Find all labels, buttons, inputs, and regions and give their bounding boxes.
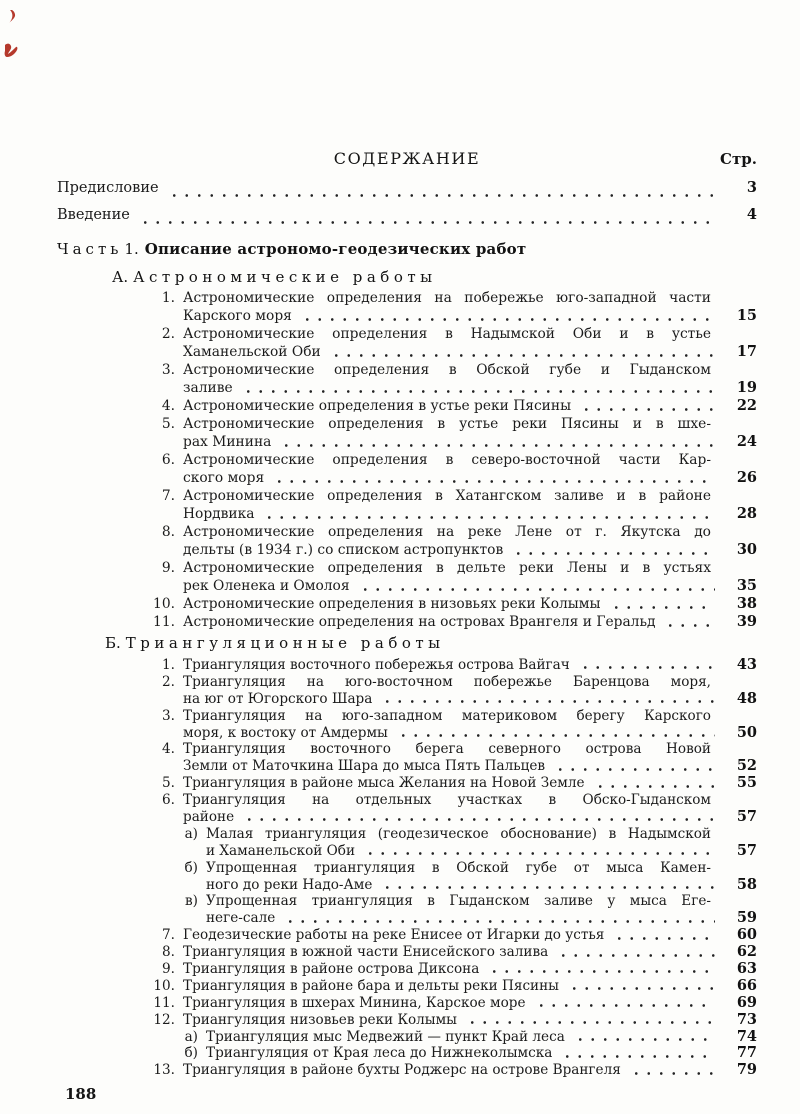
entry-number: 2.	[162, 673, 175, 690]
entry-page-number: 57	[736, 808, 757, 826]
entry-number: 5.	[162, 775, 175, 792]
entry-text: Триангуляция в районе острова Диксона	[183, 961, 480, 978]
toc-entry	[149, 613, 757, 631]
dot-leader	[509, 551, 715, 556]
entry-number: 10.	[153, 596, 175, 612]
toc-entry	[149, 691, 757, 708]
toc-entry	[149, 469, 757, 487]
entry-text: Малая триангуляция (геодезическое обоснование) в Надымской	[206, 825, 711, 842]
red-ink-mark	[3, 41, 20, 59]
entry-number: 1.	[162, 657, 175, 673]
page-title: СОДЕРЖАНИЕ	[333, 149, 481, 168]
dot-leader	[571, 1037, 715, 1042]
toc-entry	[149, 451, 757, 469]
dot-leader	[551, 767, 715, 772]
entry-text: Упрощенная триангуляция в Обской губе от мыса Камен-	[206, 859, 711, 876]
dot-leader	[165, 193, 715, 198]
toc-entry	[149, 792, 757, 809]
entry-number: 2.	[161, 326, 175, 342]
entry-text: Триангуляция от Края леса до Нижнеколымска	[206, 1045, 553, 1062]
dot-leader	[576, 665, 715, 670]
entry-number: 4.	[161, 398, 175, 414]
entry-text: Триангуляция в южной части Енисейского залива	[183, 944, 549, 961]
toc-entry	[149, 741, 757, 758]
toc-entry	[149, 289, 757, 307]
section-heading	[112, 267, 757, 288]
toc-entry	[149, 379, 757, 397]
section-title: Триангуляционные работы	[125, 634, 445, 652]
entry-text: Триангуляция в районе бара и дельты реки Пясины	[183, 977, 559, 994]
toc-entry	[149, 559, 757, 577]
toc-entry	[149, 860, 757, 877]
entry-text: Триангуляция на юго-восточном побережье Баренцова моря,	[183, 673, 711, 690]
toc-entry	[149, 523, 757, 541]
entry-number: 4.	[162, 741, 175, 758]
toc-entry	[57, 201, 757, 228]
entry-number: 13.	[153, 1062, 175, 1079]
entry-page-number: 57	[736, 841, 757, 859]
entry-page-number: 50	[736, 723, 757, 741]
entry-text: рах Минина	[183, 434, 272, 450]
entry-page-number: 17	[736, 343, 757, 360]
entry-page-number: 38	[736, 595, 757, 612]
entry-text: Триангуляция низовьев реки Колымы	[183, 1011, 457, 1028]
dot-leader	[463, 1020, 715, 1025]
dot-leader	[327, 353, 715, 358]
toc-entry	[149, 343, 757, 361]
entry-page-number: 69	[736, 993, 757, 1011]
toc-entry	[149, 595, 757, 613]
dot-leader	[607, 605, 716, 610]
entry-number: 7.	[162, 927, 175, 944]
entry-text: Астрономические определения в низовьях реки Колымы	[183, 596, 601, 612]
entry-page-number: 28	[736, 505, 757, 522]
entry-page-number: 24	[736, 433, 757, 450]
entry-text: Астрономические определения в устье реки Пясины и в шхе-	[183, 416, 711, 432]
dot-leader	[361, 851, 715, 856]
dot-leader	[277, 443, 715, 448]
toc-entry	[57, 174, 757, 201]
entry-number: 6.	[161, 452, 175, 468]
part-word: Часть	[57, 240, 123, 258]
entry-text: Триангуляция на отдельных участках в Обско-Гыданском	[183, 792, 711, 809]
entry-text: Триангуляция восточного побережья острова Вайгач	[183, 657, 570, 673]
toc-entry	[149, 487, 757, 505]
entry-text: Астрономические определения в Обской губе и Гыданском	[183, 362, 711, 378]
entry-text: заливе	[183, 380, 233, 396]
dot-leader	[298, 317, 715, 322]
dot-leader	[260, 515, 715, 520]
entry-text: Хаманельской Оби	[183, 344, 321, 360]
entry-text: Астрономические определения на реке Лене от г. Якутска до	[183, 524, 711, 540]
dot-leader	[240, 817, 715, 822]
entry-page-number: 4	[746, 206, 757, 223]
toc-entry	[149, 775, 757, 792]
dot-leader	[558, 1054, 715, 1059]
front-matter-list	[57, 174, 757, 228]
entry-number: 6.	[162, 792, 175, 809]
entry-page-number: 62	[736, 943, 757, 961]
toc-entry	[149, 843, 757, 860]
entry-page-number: 30	[736, 541, 757, 558]
entry-page-number: 63	[736, 960, 757, 978]
entry-text: районе	[183, 809, 235, 826]
toc-entry	[149, 927, 757, 944]
dot-leader	[136, 220, 715, 225]
toc-entry	[149, 541, 757, 559]
toc-entry	[149, 944, 757, 961]
entry-number: 5.	[161, 416, 175, 432]
entry-number: 9.	[162, 961, 175, 978]
part-title: Описание астрономо-геодезических работ	[144, 240, 527, 258]
entry-number: 10.	[153, 977, 175, 994]
section-letter: А.	[112, 268, 129, 286]
entry-page-number: 59	[736, 909, 757, 927]
toc-entry	[149, 505, 757, 523]
entry-page-number: 77	[736, 1044, 757, 1062]
entry-number: 11.	[153, 994, 175, 1011]
entry-page-number: 3	[746, 179, 757, 196]
entry-text: Триангуляция в районе мыса Желания на Новой Земле	[183, 775, 585, 792]
entry-text: Астрономические определения в устье реки Пясины	[183, 398, 572, 414]
entry-page-number: 48	[736, 689, 757, 707]
dot-leader	[610, 936, 715, 941]
entry-text: Земли от Маточкина Шара до мыса Пять Пальцев	[183, 758, 546, 775]
page-footer-number: 188	[65, 1085, 97, 1104]
toc-entry	[149, 877, 757, 894]
section-title: Астрономические работы	[133, 268, 437, 286]
entry-number: 9.	[161, 560, 175, 576]
section-heading	[105, 633, 757, 654]
dot-leader	[270, 479, 715, 484]
entry-page-number: 22	[736, 397, 757, 414]
dot-leader	[356, 587, 715, 592]
toc-entry	[149, 307, 757, 325]
entry-page-number: 43	[736, 656, 757, 673]
toc-entry	[149, 1045, 757, 1062]
entry-text: Триангуляция восточного берега северного острова Новой	[183, 741, 711, 758]
entry-text: Астрономические определения в Хатангском заливе и в районе	[183, 488, 711, 504]
entry-number: б)	[184, 1045, 198, 1062]
entry-text: Триангуляция в районе бухты Роджерс на острове Врангеля	[183, 1062, 621, 1079]
dot-leader	[485, 969, 715, 974]
toc-entry	[149, 725, 757, 742]
entry-number: 8.	[162, 944, 175, 961]
toc-entry	[149, 910, 757, 927]
entry-page-number: 15	[736, 307, 757, 324]
entry-text: Упрощенная триангуляция в Гыданском заливе у мыса Еге-	[206, 893, 711, 910]
entry-text: дельты (в 1934 г.) со списком астропунктов	[183, 542, 504, 558]
entry-text: и Хаманельской Оби	[206, 842, 356, 859]
entry-number: а)	[184, 1028, 198, 1045]
dot-leader	[281, 919, 715, 924]
entry-text: Астрономические определения на островах Врангеля и Геральд	[183, 614, 656, 630]
entry-number: а)	[184, 825, 198, 842]
toc-entry	[149, 325, 757, 343]
entry-page-number: 73	[736, 1010, 757, 1028]
entry-page-number: 74	[736, 1027, 757, 1045]
toc-entry	[149, 361, 757, 379]
part-heading	[57, 238, 757, 260]
entry-page-number: 35	[736, 577, 757, 594]
entry-text: ского моря	[183, 470, 265, 486]
entry-number: 11.	[153, 614, 175, 630]
entry-text: Триангуляция на юго-западном материковом берегу Карского	[183, 707, 711, 724]
red-ink-mark	[6, 9, 18, 24]
entry-number: 3.	[161, 362, 175, 378]
toc-entry	[149, 758, 757, 775]
toc-entry	[149, 657, 757, 674]
entry-text: Нордвика	[183, 506, 255, 522]
entry-text: неге-сале	[206, 910, 276, 927]
toc-entry	[149, 708, 757, 725]
entry-page-number: 19	[736, 379, 757, 396]
toc-entry	[149, 577, 757, 595]
entry-text: на юг от Югорского Шара	[183, 690, 373, 707]
toc-sections	[57, 267, 757, 1079]
entry-number: 1.	[161, 290, 175, 306]
dot-leader	[378, 699, 715, 704]
dot-leader	[239, 389, 715, 394]
entry-number: 7.	[161, 488, 175, 504]
dot-leader	[554, 953, 715, 958]
entry-text: ного до реки Надо-Аме	[206, 876, 373, 893]
entry-text: Триангуляция мыс Медвежий — пункт Край леса	[206, 1028, 565, 1045]
entry-text: Астрономические определения в дельте реки Лены и в устьях	[183, 560, 711, 576]
toc-list	[57, 289, 757, 631]
dot-leader	[591, 784, 716, 789]
part-number: 1.	[124, 240, 139, 258]
entry-text: Карского моря	[183, 308, 292, 324]
entry-number: 8.	[161, 524, 175, 540]
toc-entry	[149, 1012, 757, 1029]
entry-page-number: 39	[736, 613, 757, 630]
section-letter: Б.	[105, 634, 121, 652]
entry-text: моря, к востоку от Амдермы	[183, 724, 388, 741]
dot-leader	[394, 733, 715, 738]
toc-entry	[149, 893, 757, 910]
toc-entry	[149, 397, 757, 415]
toc-entry	[149, 809, 757, 826]
toc-entry	[149, 1029, 757, 1046]
entry-number: б)	[184, 859, 198, 876]
entry-text: Астрономические определения на побережье юго-западной части	[183, 290, 711, 306]
entry-text: Астрономические определения в северо-восточной части Кар-	[183, 452, 711, 468]
entry-page-number: 52	[736, 757, 757, 775]
toc-entry	[149, 995, 757, 1012]
entry-page-number: 79	[736, 1061, 757, 1079]
toc-list	[57, 657, 757, 1079]
entry-number: 3.	[162, 707, 175, 724]
toc-entry	[149, 978, 757, 995]
toc-entry	[149, 415, 757, 433]
entry-number: в)	[185, 893, 198, 910]
entry-page-number: 58	[736, 875, 757, 893]
entry-page-number: 66	[736, 976, 757, 994]
dot-leader	[627, 1071, 715, 1076]
toc-entry	[149, 433, 757, 451]
entry-page-number: 55	[736, 774, 757, 792]
entry-page-number: 26	[736, 469, 757, 486]
dot-leader	[577, 407, 715, 412]
toc-entry	[149, 961, 757, 978]
entry-number: 12.	[153, 1011, 175, 1028]
dot-leader	[378, 885, 715, 890]
entry-text: Геодезические работы на реке Енисее от Игарки до устья	[183, 927, 605, 944]
entry-text: Триангуляция в шхерах Минина, Карское море	[183, 994, 526, 1011]
toc-entry	[149, 1062, 757, 1079]
entry-text: Введение	[57, 207, 130, 223]
entry-text: Предисловие	[57, 180, 159, 196]
dot-leader	[565, 986, 715, 991]
entry-page-number: 60	[736, 926, 757, 944]
dot-leader	[532, 1003, 715, 1008]
page-column-header: Стр.	[720, 150, 757, 168]
toc-entry	[149, 674, 757, 691]
toc-entry	[149, 826, 757, 843]
dot-leader	[661, 623, 715, 628]
toc-header	[57, 148, 757, 170]
entry-text: Астрономические определения в Надымской Оби и в устье	[183, 326, 711, 342]
entry-text: рек Оленека и Омолоя	[183, 578, 350, 594]
